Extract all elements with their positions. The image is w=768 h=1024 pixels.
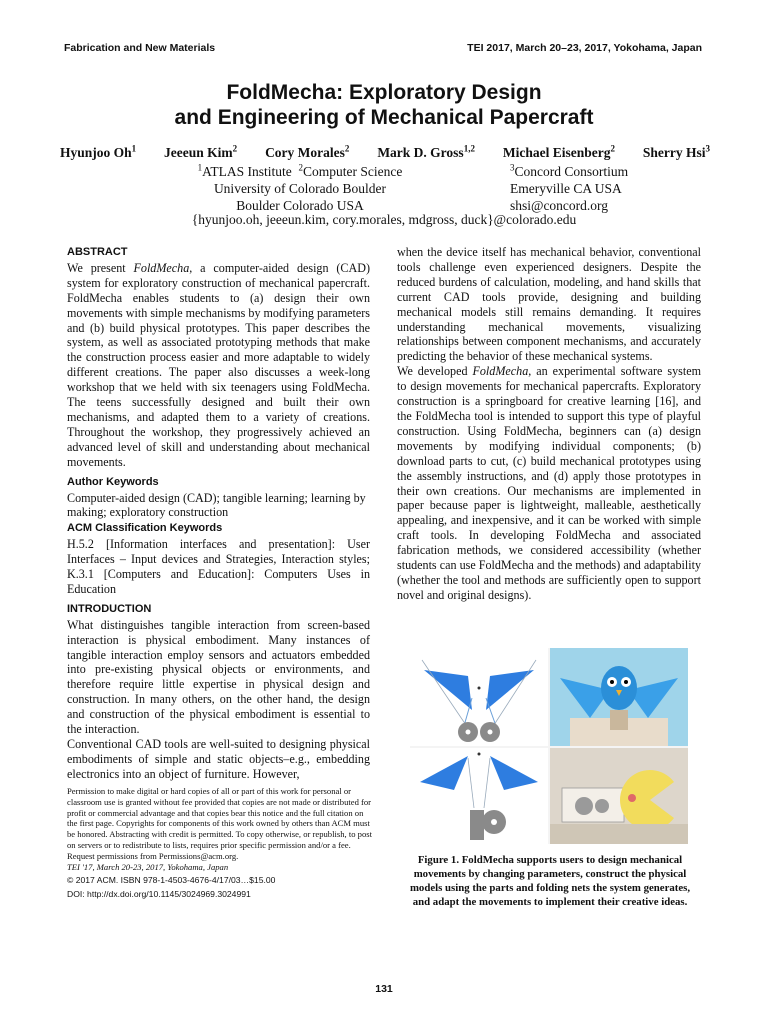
permission-block — [67, 786, 372, 900]
acm-keywords-heading: ACM Classification Keywords — [67, 522, 223, 535]
paper-title — [0, 80, 768, 130]
abstract-heading: ABSTRACT — [67, 246, 128, 258]
author-list — [60, 145, 710, 161]
wing-mechanism-diagram-bottom — [410, 748, 548, 844]
introduction-heading: INTRODUCTION — [67, 602, 152, 615]
conference-info: TEI '17, March 20-23, 2017, Yokohama, Japan — [67, 861, 229, 872]
affiliation-concord: $^3$Concord Consortium Emeryville CA USA shsi@concord.org — [510, 162, 629, 213]
author: Sherry Hsi$^3$ — [642, 143, 710, 160]
author-keywords-heading: Author Keywords — [67, 475, 159, 488]
body-paragraph: We developed FoldMecha, an experimental software system to design movements for mechanical papercrafts. Exploratory construction is a springboard for creative learning [16], and the FoldMecha tool is intended to support this type of playful construction. Using FoldMecha, beginners can (a) design movements by modifying individual components; (b) download parts to cut, (c) build mechanical prototypes using the assembly instructions, and (d) apply those prototypes in their own creations. Our mechanisms are implemented in paper because paper is lightweight, malleable, aesthetically appealing, and inexpensive, and it can be worked with simple craft tools. In developing FoldMecha and associated fabrication methods, we considered accessibility (whether students can use FoldMecha and the methods) and adaptability (whether the tool and methods are sufficiently open to support novel and original designs). — [397, 364, 702, 602]
page-number: 131 — [375, 983, 393, 995]
author: Mark D. Gross$^{1,2}$ — [377, 143, 475, 160]
figure-1 — [410, 648, 688, 844]
running-header-right: TEI 2017, March 20–23, 2017, Yokohama, Japan — [467, 42, 702, 54]
abstract-text: We present FoldMecha, a computer-aided design (CAD) system for exploratory construction of mechanical papercraft. FoldMecha enables students to (a) design their own movements with simple mechanisms by modifying parameters and (b) build physical prototypes. This paper describes the system, as well as associated prototyping methods that make the construction process easier and more adaptable to widely different creations. The paper also discusses a week-long workshop that we held with six teenagers using FoldMecha. The teens successfully designed and built their own mechanisms, and adapted them to a variety of creations. Throughout the workshop, they progressively achieved an advanced level of skill and understanding about mechanical movements. — [67, 260, 370, 469]
intro-paragraph: What distinguishes tangible interaction from screen-based interaction is physical embodiment. Many instances of tangible interaction employ sensors and actuators embedded into pre-existing physical objects or environments, and therefore require little expertise in physical design and construction. In many others, on the other hand, the design and construction of the physical embodiment is essential to the interaction. — [67, 617, 370, 737]
running-header-left: Fabrication and New Materials — [64, 42, 216, 54]
author: Jeeeun Kim$^2$ — [164, 143, 238, 160]
copyright-line: © 2017 ACM. ISBN 978-1-4503-4676-4/17/03…$15.00 — [67, 875, 276, 886]
left-column — [67, 245, 370, 782]
author: Hyunjoo Oh$^1$ — [60, 143, 137, 160]
acm-keywords-text: H.5.2 [Information interfaces and presentation]: User Interfaces – Input devices and Strategies, Interaction styles; K.3.1 [Computers and Education]: Computers Uses in Education — [67, 537, 370, 596]
intro-paragraph: Conventional CAD tools are well-suited to designing physical embodiments of simple and static objects–e.g., embedding electronics into an object of furniture. However, — [67, 737, 370, 781]
title-line-2: and Engineering of Mechanical Papercraft — [174, 106, 594, 129]
doi-line[interactable]: DOI: http://dx.doi.org/10.1145/3024969.3024991 — [67, 889, 251, 900]
figure-caption: Figure 1. FoldMecha supports users to design mechanical movements by changing parameters, construct the physical models using the parts and folding nets the system generates, and adapt the movements to implement their creative ideas. — [409, 854, 691, 908]
author: Cory Morales$^2$ — [265, 143, 350, 160]
title-line-1: FoldMecha: Exploratory Design — [226, 81, 542, 104]
pacman-papercraft-photo — [550, 748, 688, 844]
author-emails: {hyunjoo.oh, jeeeun.kim, cory.morales, mdgross, duck}@colorado.edu — [191, 212, 577, 227]
permission-text: Permission to make digital or hard copies of all or part of this work for personal or classroom use is granted without fee provided that copies are not made or distributed for profit or commercial advantage and that copies bear this notice and the full citation on the first page. Copyrights for components of this work owned by others than ACM must be honored. Abstracting with credit is permitted. To copy otherwise, or republish, to post on servers or to redistribute to lists, requires prior specific permission and/or a fee. Request permissions from Permissions@acm.org. — [67, 786, 372, 861]
body-paragraph: when the device itself has mechanical behavior, conventional tools challenge even experienced designers. Despite the reduced burdens of calculation, modeling, and hand skills that current CAD tools provide, designing and building mechanical models still remains demanding. It requires understanding mechanical movements, visualizing relationships between component mechanisms, and accurately predicting the behavior of these mechanical systems. — [397, 245, 701, 364]
wing-mechanism-diagram-top — [410, 648, 548, 746]
affiliation-colorado: $^1$ATLAS Institute $^2$Computer Science University of Colorado Boulder Boulder Colorado USA — [197, 162, 403, 213]
author-keywords-text: Computer-aided design (CAD); tangible learning; learning by making; exploratory construction — [67, 490, 366, 520]
author: Michael Eisenberg$^2$ — [502, 143, 615, 160]
right-column — [397, 245, 701, 603]
bird-papercraft-photo — [550, 648, 688, 746]
